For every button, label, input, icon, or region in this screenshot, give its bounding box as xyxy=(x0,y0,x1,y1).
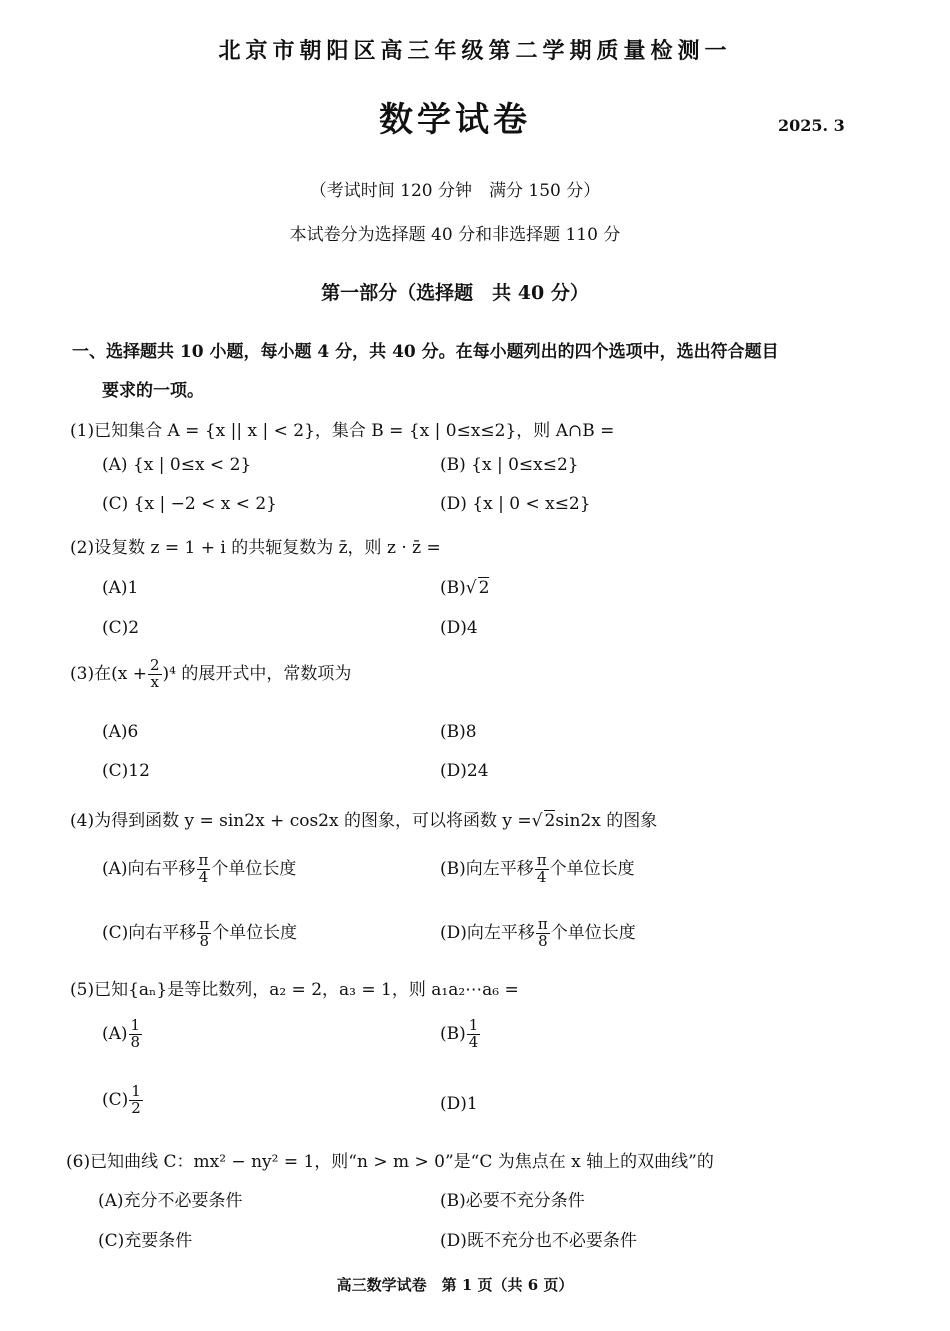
question-5-option-d: (D)1 xyxy=(440,1094,478,1114)
question-2-option-c: (C)2 xyxy=(102,618,140,638)
option-text: 个单位长度 xyxy=(549,858,635,879)
section-instructions-line1: 一、选择题共 10 小题，每小题 4 分，共 40 分。在每小题列出的四个选项中，选出符合题目 xyxy=(72,342,779,362)
question-1-option-a: (A) {x | 0≤x < 2} xyxy=(102,455,252,475)
question-1-option-c: (C) {x | −2 < x < 2} xyxy=(102,494,277,514)
exam-date: 2025. 3 xyxy=(778,116,845,135)
question-1-stem: (1)已知集合 A = {x || x | < 2}，集合 B = {x | 0≤x≤2}，则 A∩B = xyxy=(70,421,615,441)
question-3-option-b: (B)8 xyxy=(440,722,477,742)
fraction xyxy=(197,853,211,886)
fraction-denominator: 4 xyxy=(198,867,209,886)
sqrt-value: 2 xyxy=(478,578,490,598)
question-2-option-d: (D)4 xyxy=(440,618,478,638)
question-4-option-a xyxy=(102,853,296,886)
fraction-denominator: 8 xyxy=(538,931,548,950)
fraction xyxy=(535,853,549,886)
option-text: 个单位长度 xyxy=(212,922,298,943)
option-text: 个单位长度 xyxy=(550,922,636,943)
stem-part: (3)在(x + xyxy=(70,663,147,684)
question-4-option-d xyxy=(440,917,636,950)
question-5-stem: (5)已知{aₙ}是等比数列，a₂ = 2，a₃ = 1，则 a₁a₂⋯a₆ = xyxy=(70,980,519,1000)
fraction xyxy=(467,1018,481,1051)
option-text: (D)向左平移 xyxy=(440,922,535,943)
fraction-numerator: 1 xyxy=(468,1016,479,1034)
part-title: 第一部分（选择题 共 40 分） xyxy=(321,282,589,304)
question-4-option-b xyxy=(440,853,635,886)
question-6-option-c: (C)充要条件 xyxy=(98,1231,193,1251)
question-3-stem xyxy=(70,658,351,691)
question-6-option-b: (B)必要不充分条件 xyxy=(440,1191,585,1211)
exam-header-title: 北京市朝阳区高三年级第二学期质量检测一 xyxy=(218,38,732,64)
question-2-option-a: (A)1 xyxy=(102,578,139,598)
option-text: (A)向右平移 xyxy=(102,858,196,879)
fraction-numerator: 2 xyxy=(149,656,160,674)
fraction-numerator: π xyxy=(536,851,547,869)
option-label: (C) xyxy=(102,1089,129,1110)
fraction-denominator: x xyxy=(150,672,159,691)
question-2-option-b: (B)√ 2 xyxy=(440,578,490,598)
subject-title: 数学试卷 xyxy=(379,100,531,140)
question-3-option-d: (D)24 xyxy=(440,761,489,781)
fraction xyxy=(129,1084,143,1117)
sqrt-value: 2 xyxy=(544,811,556,831)
option-label: (B) xyxy=(440,578,466,598)
section-instructions-line2: 要求的一项。 xyxy=(102,381,204,401)
fraction xyxy=(536,917,550,950)
fraction-numerator: π xyxy=(537,915,548,933)
question-1-option-b: (B) {x | 0≤x≤2} xyxy=(440,455,579,475)
question-1-option-d: (D) {x | 0 < x≤2} xyxy=(440,494,591,514)
fraction-denominator: 8 xyxy=(199,931,209,950)
page-footer: 高三数学试卷 第 1 页（共 6 页） xyxy=(336,1276,574,1294)
exam-info: （考试时间 120 分钟 满分 150 分） xyxy=(309,181,601,201)
fraction-numerator: π xyxy=(198,851,209,869)
question-5-option-b xyxy=(440,1018,481,1051)
fraction-numerator: 1 xyxy=(130,1016,141,1034)
fraction-numerator: π xyxy=(199,915,210,933)
option-text: (C)向右平移 xyxy=(102,922,197,943)
fraction xyxy=(129,1018,143,1051)
question-6-option-a: (A)充分不必要条件 xyxy=(98,1191,243,1211)
fraction-denominator: 2 xyxy=(131,1098,141,1117)
stem-part: (4)为得到函数 y = sin2x + cos2x 的图象，可以将函数 y = xyxy=(70,811,532,831)
question-6-stem: (6)已知曲线 C：mx² − ny² = 1，则“n > m > 0”是“C 为焦点在 x 轴上的双曲线”的 xyxy=(66,1152,714,1172)
question-5-option-c xyxy=(102,1084,144,1117)
option-text: 个单位长度 xyxy=(211,858,297,879)
fraction xyxy=(197,917,211,950)
option-label: (B) xyxy=(440,1023,466,1044)
question-2-stem: (2)设复数 z = 1 + i 的共轭复数为 z̄，则 z · z̄ = xyxy=(70,538,441,558)
stem-part: sin2x 的图象 xyxy=(555,811,658,831)
question-6-option-d: (D)既不充分也不必要条件 xyxy=(440,1231,637,1251)
question-5-option-a xyxy=(102,1018,143,1051)
question-4-stem: (4)为得到函数 y = sin2x + cos2x 的图象，可以将函数 y =√ 2sin2x 的图象 xyxy=(70,811,658,831)
fraction-denominator: 8 xyxy=(130,1032,141,1051)
fraction-denominator: 4 xyxy=(468,1032,479,1051)
option-label: (A) xyxy=(102,1023,128,1044)
question-3-option-c: (C)12 xyxy=(102,761,150,781)
question-4-option-c xyxy=(102,917,297,950)
fraction-denominator: 4 xyxy=(536,867,547,886)
option-text: (B)向左平移 xyxy=(440,858,534,879)
fraction-numerator: 1 xyxy=(131,1082,141,1100)
fraction xyxy=(148,658,162,691)
score-split: 本试卷分为选择题 40 分和非选择题 110 分 xyxy=(289,225,621,245)
stem-part: )⁴ 的展开式中，常数项为 xyxy=(162,663,352,684)
question-3-option-a: (A)6 xyxy=(102,722,139,742)
